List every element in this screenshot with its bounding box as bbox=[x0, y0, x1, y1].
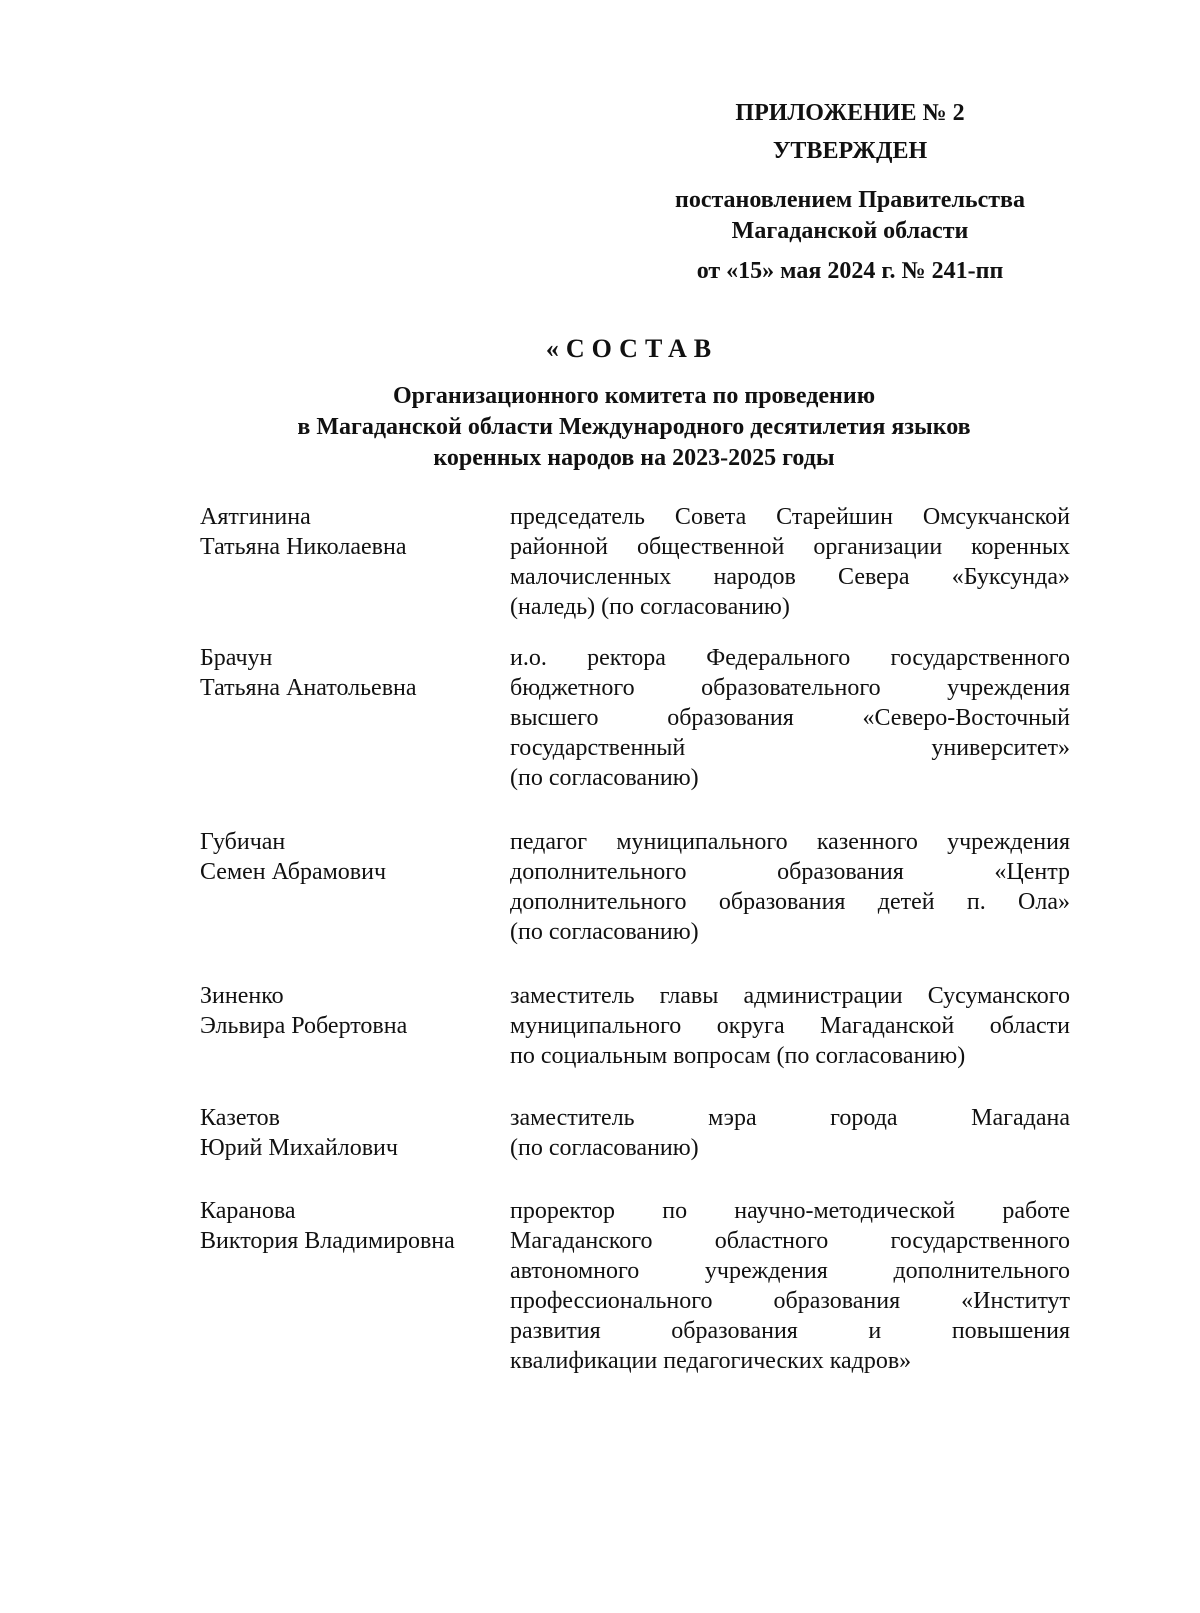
subtitle-line: коренных народов на 2023-2025 годы bbox=[433, 445, 835, 471]
document-subtitle bbox=[0, 381, 1200, 474]
member-given-names: Виктория Владимировна bbox=[200, 1228, 455, 1254]
appendix-number: ПРИЛОЖЕНИЕ № 2 bbox=[735, 100, 965, 126]
position-line: (наледь) (по согласованию) bbox=[510, 594, 790, 620]
position-line: (по согласованию) bbox=[510, 765, 699, 791]
approval-block bbox=[630, 98, 1070, 287]
member-name bbox=[200, 1196, 500, 1256]
member-name bbox=[200, 643, 500, 703]
member-position bbox=[510, 981, 1070, 1071]
member-name bbox=[200, 1103, 500, 1163]
position-line: педагог муниципального казенного учреждения bbox=[510, 829, 1070, 855]
member-position bbox=[510, 502, 1070, 622]
position-line: квалификации педагогических кадров» bbox=[510, 1348, 912, 1374]
member-given-names: Юрий Михайлович bbox=[200, 1135, 398, 1161]
member-given-names: Татьяна Николаевна bbox=[200, 534, 407, 560]
position-line: государственный университет» bbox=[510, 735, 1070, 761]
member-surname: Губичан bbox=[200, 829, 286, 855]
position-line: районной общественной организации коренных bbox=[510, 534, 1070, 560]
position-line: профессионального образования «Институт bbox=[510, 1288, 1070, 1314]
position-line: высшего образования «Северо-Восточный bbox=[510, 705, 1070, 731]
member-surname: Каранова bbox=[200, 1198, 296, 1224]
member-name bbox=[200, 827, 500, 887]
member-position bbox=[510, 1196, 1070, 1376]
member-name bbox=[200, 502, 500, 562]
member-surname: Зиненко bbox=[200, 983, 284, 1009]
position-line: заместитель мэра города Магадана bbox=[510, 1105, 1070, 1131]
position-line: заместитель главы администрации Сусуманского bbox=[510, 983, 1070, 1009]
position-line: (по согласованию) bbox=[510, 1135, 699, 1161]
member-surname: Казетов bbox=[200, 1105, 280, 1131]
position-line: малочисленных народов Севера «Буксунда» bbox=[510, 564, 1070, 590]
position-line: муниципального округа Магаданской области bbox=[510, 1013, 1070, 1039]
member-position bbox=[510, 643, 1070, 793]
position-line: проректор по научно-методической работе bbox=[510, 1198, 1070, 1224]
position-line: автономного учреждения дополнительного bbox=[510, 1258, 1070, 1284]
document-title: «СОСТАВ bbox=[545, 334, 719, 363]
position-line: дополнительного образования детей п. Ола» bbox=[510, 889, 1070, 915]
position-line: и.о. ректора Федерального государственного bbox=[510, 645, 1070, 671]
member-surname: Аятгинина bbox=[200, 504, 311, 530]
position-line: Магаданского областного государственного bbox=[510, 1228, 1070, 1254]
position-line: (по согласованию) bbox=[510, 919, 699, 945]
decree-line-2: Магаданской области bbox=[731, 218, 969, 244]
member-given-names: Татьяна Анатольевна bbox=[200, 675, 417, 701]
member-given-names: Семен Абрамович bbox=[200, 859, 387, 885]
position-line: по социальным вопросам (по согласованию) bbox=[510, 1043, 966, 1069]
position-line: дополнительного образования «Центр bbox=[510, 859, 1070, 885]
subtitle-line: Организационного комитета по проведению bbox=[392, 383, 876, 409]
position-line: бюджетного образовательного учреждения bbox=[510, 675, 1070, 701]
member-position bbox=[510, 827, 1070, 947]
subtitle-line: в Магаданской области Международного десятилетия языков bbox=[297, 414, 971, 440]
member-name bbox=[200, 981, 500, 1041]
decree-line-1: постановлением Правительства bbox=[674, 187, 1025, 213]
position-line: председатель Совета Старейшин Омсукчанской bbox=[510, 504, 1070, 530]
member-position bbox=[510, 1103, 1070, 1163]
member-surname: Брачун bbox=[200, 645, 273, 671]
position-line: развития образования и повышения bbox=[510, 1318, 1070, 1344]
decree-date-number: от «15» мая 2024 г. № 241-пп bbox=[696, 258, 1004, 284]
approved-stamp: УТВЕРЖДЕН bbox=[772, 138, 928, 164]
member-given-names: Эльвира Робертовна bbox=[200, 1013, 408, 1039]
